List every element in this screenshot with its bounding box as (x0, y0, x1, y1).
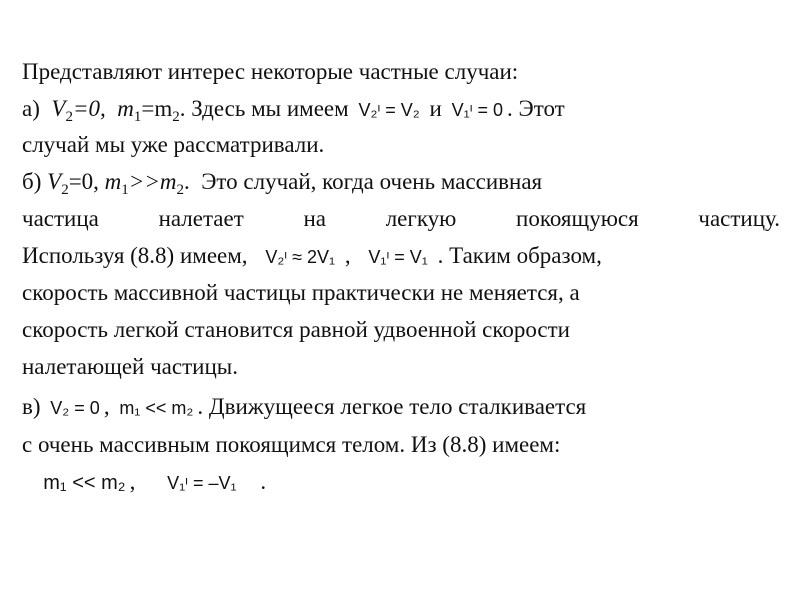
case-v-marker: в) (22, 394, 41, 419)
case-a-m1: m (117, 96, 134, 121)
case-a-v2-sub: 2 (65, 109, 73, 125)
case-a-v2-val: =0, (72, 96, 106, 121)
case-b-v2-sub: 2 (61, 182, 69, 198)
case-a-formula-1: V₂ᶦ = V₂ (358, 100, 420, 120)
case-v-line-1 (22, 392, 780, 423)
case-a-eq: =m (141, 96, 173, 121)
case-a-v2: V (51, 96, 66, 121)
case-v-formula-1: V₂ = 0 (50, 398, 100, 418)
case-b-line-4: скорость массивной частицы практически не меняется, а (22, 280, 580, 305)
case-v-end: . (260, 469, 267, 494)
case-b-line-1 (22, 167, 780, 197)
case-v-comma: , (103, 394, 110, 419)
case-b-line-3 (22, 241, 780, 272)
case-b-marker: б) (22, 169, 42, 194)
case-a-conj: и (429, 96, 442, 121)
case-b-formula-1: V₂ᶦ ≈ 2V₁ (265, 247, 336, 267)
case-a-m2-sub: 2 (172, 109, 180, 125)
case-a-m1-sub: 1 (133, 109, 142, 125)
case-b-m1-sub: 1 (121, 182, 129, 198)
case-v-formula-3: m₁ << m₂ (43, 472, 126, 494)
case-a-m2-end: . (179, 96, 186, 121)
case-b-m1: m (104, 169, 122, 194)
case-v-formula-4: V₁ᶦ = –V₁ (167, 473, 237, 493)
intro-line: Представляют интерес некоторые частные случаи: (22, 59, 519, 84)
case-b-line-3-start: Используя (8.8) имеем, (22, 243, 248, 268)
case-b-m2-sub: 2 (176, 182, 184, 198)
case-a-formula-2: V₁ᶦ = 0 (451, 100, 504, 120)
case-v-line-3 (22, 467, 780, 498)
case-a-text-1: Здесь мы имеем (191, 96, 349, 121)
case-v-comma-2: , (129, 469, 136, 494)
case-a-line-2: случай мы уже рассматривали. (22, 132, 325, 157)
case-b-comma: , (344, 243, 351, 268)
case-b-line-3-end: . Таким образом, (437, 243, 602, 268)
case-v-line-2: с очень массивным покоящимся телом. Из (8.8) имеем: (22, 432, 561, 457)
case-b-line-6: налетающей частицы. (22, 354, 238, 379)
case-a-text-2: . Этот (507, 96, 565, 121)
case-a-marker: а) (22, 96, 40, 121)
case-v-text-1: . Движущееся легкое тело сталкивается (197, 394, 587, 419)
case-b-formula-2: V₁ᶦ = V₁ (368, 247, 428, 267)
case-b-line-5: скорость легкой становится равной удвоенной скорости (22, 317, 570, 342)
case-b-rel: >>m (128, 169, 177, 194)
case-b-v2-val: =0, (68, 169, 99, 194)
case-a-line-1 (22, 94, 780, 125)
case-v-formula-2: m₁ << m₂ (119, 398, 194, 418)
case-b-text-1: Это случай, когда очень массивная (201, 169, 543, 194)
case-b-line-2: частица налетает на легкую покоящуюся частицу. (22, 206, 780, 231)
case-b-m2-end: . (183, 169, 190, 194)
case-b-v2: V (47, 169, 62, 194)
